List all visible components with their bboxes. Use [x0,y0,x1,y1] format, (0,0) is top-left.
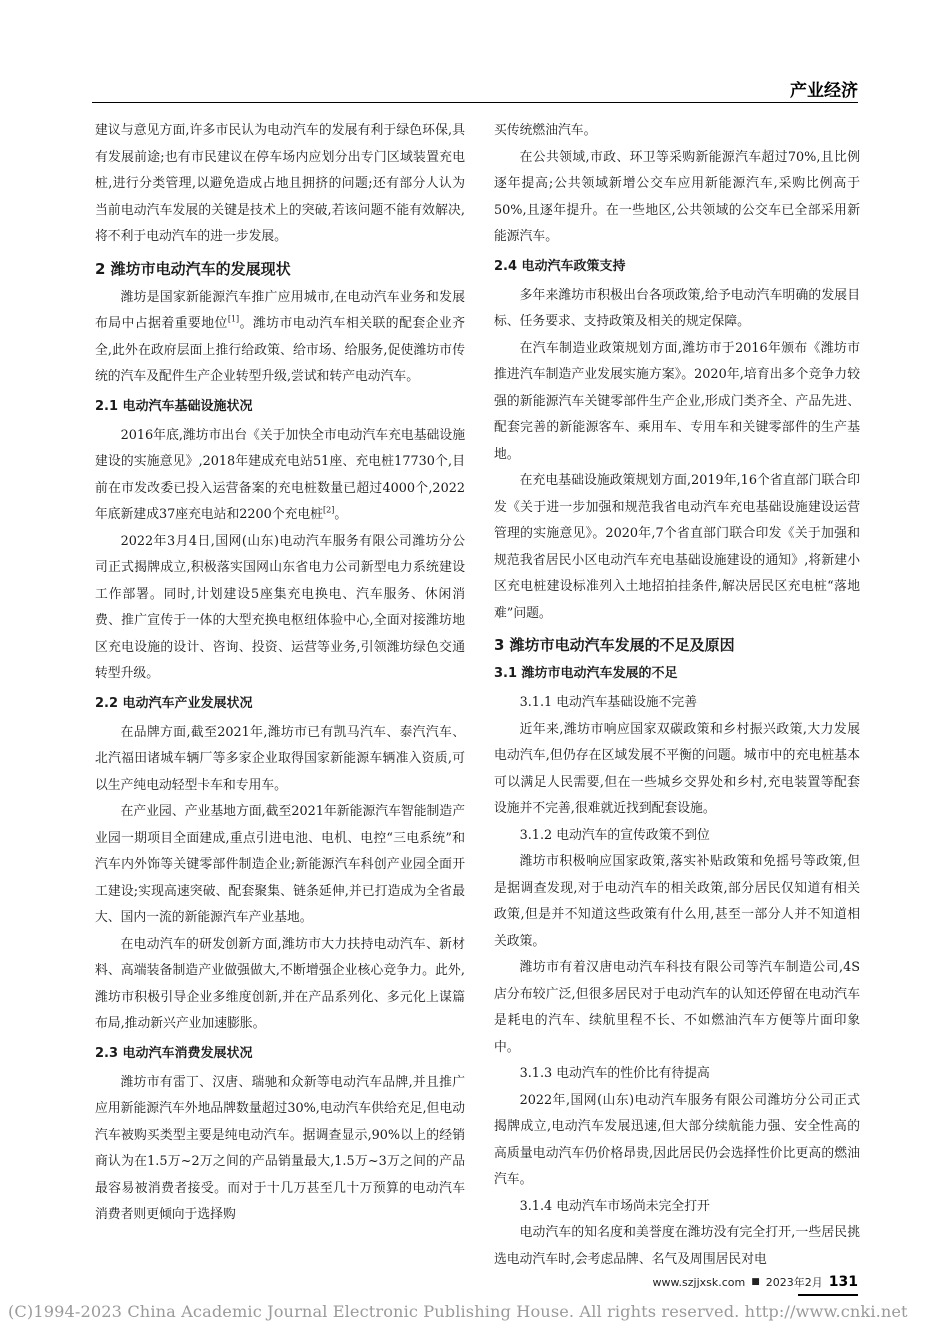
paragraph: 在公共领域,市政、环卫等采购新能源汽车超过70%,且比例逐年提高;公共领域新增公交车应用新能源汽车,采购比例高于50%,且逐年提升。在一些地区,公共领域的公交车已全部采用新能源汽车。 [494,149,860,244]
paragraph: 建议与意见方面,许多市民认为电动汽车的发展有利于绿色环保,具有发展前途;也有市民建议在停车场内应划分出专门区域装置充电桩,进行分类管理,以避免造成占地且拥挤的问题;还有部分人认为当前电动汽车发展的关键是技术上的突破,若该问题不能有效解决,将不利于电动汽车的进一步发展。 [95,123,465,244]
paragraph: 在产业园、产业基地方面,截至2021年新能源汽车智能制造产业园一期项目全面建成,重点引进电池、电机、电控“三电系统”和汽车内外饰等关键零部件制造企业;新能源汽车科创产业园全面开工建设;实现高速突破、配套聚集、链条延伸,并已打造成为全省最大、国内一流的新能源汽车产业基地。 [95,804,465,925]
subsection-heading: 2.3 电动汽车消费发展状况 [95,1045,253,1061]
left-column [95,118,465,1229]
paragraph: 2022年3月4日,国网(山东)电动汽车服务有限公司潍坊分公司正式揭牌成立,积极落实国网山东省电力公司新型电力系统建设工作部署。同时,计划建设5座集充电换电、汽车服务、休闲消费、推广宣传于一体的大型充换电枢纽体验中心,全面对接潍坊地区充电设施的设计、咨询、投资、运营等业务,引领潍坊绿色交通转型升级。 [95,533,465,681]
paragraph: 2022年,国网(山东)电动汽车服务有限公司潍坊分公司正式揭牌成立,电动汽车发展迅速,但大部分续航能力强、安全性高的高质量电动汽车仍价格昂贵,因此居民仍会选择性价比更高的燃油汽车。 [494,1092,860,1187]
footer-bar [798,1294,858,1296]
section-heading: 3 潍坊市电动汽车发展的不足及原因 [494,636,735,654]
paragraph: 潍坊是国家新能源汽车推广应用城市,在电动汽车业务和发展布局中占据着重要地位[1]。潍坊市电动汽车相关联的配套企业齐全,此外在政府层面上推行给政策、给市场、给服务,促使潍坊市传统的汽车及配件生产企业转型升级,尝试和转产电动汽车。 [95,289,466,384]
section-title: 产业经济 [790,81,858,101]
citation: [1] [227,314,240,324]
subsubsection-heading: 3.1.4 电动汽车市场尚未完全打开 [519,1198,710,1214]
subsection-heading: 2.2 电动汽车产业发展状况 [95,695,253,711]
paragraph: 在电动汽车的研发创新方面,潍坊市大力扶持电动汽车、新材料、高端装备制造产业做强做大,不断增强企业核心竞争力。此外,潍坊市积极引导企业多维度创新,并在产品系列化、多元化上谋篇布局,推动新兴产业加速膨胀。 [95,936,465,1031]
paragraph: 潍坊市积极响应国家政策,落实补贴政策和免摇号等政策,但是据调查发现,对于电动汽车的相关政策,部分居民仅知道有相关政策,但是并不知道这些政策有什么用,甚至一部分人并不知道相关政策。 [494,854,860,949]
subsection-heading: 2.1 电动汽车基础设施状况 [95,398,253,414]
page-footer [653,1274,858,1290]
paragraph: 近年来,潍坊市响应国家双碳政策和乡村振兴政策,大力发展电动汽车,但仍存在区域发展不平衡的问题。城市中的充电桩基本可以满足人民需要,但在一些城乡交界处和乡村,充电装置等配套设施并不完善,很难就近找到配套设施。 [494,721,860,816]
subsection-heading: 2.4 电动汽车政策支持 [494,258,626,274]
subsection-heading: 3.1 潍坊市电动汽车发展的不足 [494,666,678,681]
paragraph: 在品牌方面,截至2021年,潍坊市已有凯马汽车、泰汽汽车、北汽福田诸城车辆厂等多家企业取得国家新能源车辆准入资质,可以生产纯电动轻型卡车和专用车。 [95,724,465,793]
paragraph: 2016年底,潍坊市出台《关于加快全市电动汽车充电基础设施建设的实施意见》,2018年建成充电站51座、充电桩17730个,目前在市发改委已投入运营备案的充电桩数量已超过4000个,2022年底新建成37座充电站和2200个充电桩[2]。 [95,427,465,522]
square-separator-icon: ■ [751,1277,760,1287]
paragraph: 电动汽车的知名度和美誉度在潍坊没有完全打开,一些居民挑选电动汽车时,会考虑品牌、名气及周围居民对电 [494,1225,860,1267]
right-column [494,118,860,1273]
paragraph: 潍坊市有雷丁、汉唐、瑞驰和众新等电动汽车品牌,并且推广应用新能源汽车外地品牌数量超过30%,电动汽车供给充足,但电动汽车被购买类型主要是纯电动汽车。据调查显示,90%以上的经销商认为在1.5万~2万之间的产品销量最大,1.5万~3万之间的产品最容易被消费者接受。而对于十几万甚至几十万预算的电动汽车消费者则更倾向于选择购 [95,1074,465,1222]
subsubsection-heading: 3.1.3 电动汽车的性价比有待提高 [519,1066,710,1081]
subsubsection-heading: 3.1.2 电动汽车的宣传政策不到位 [519,827,710,843]
page-number: 131 [828,1274,858,1290]
header-divider [92,102,858,103]
issue-date: 2023年2月 [765,1276,823,1289]
citation: [2] [323,505,335,515]
paragraph: 潍坊市有着汉唐电动汽车科技有限公司等汽车制造公司,4S店分布较广泛,但很多居民对于电动汽车的认知还停留在电动汽车是耗电的汽车、续航里程不长、不如燃油汽车方便等片面印象中。 [494,960,860,1055]
paragraph: 多年来潍坊市积极出台各项政策,给予电动汽车明确的发展目标、任务要求、支持政策及相关的规定保障。 [494,287,860,329]
section-heading: 2 潍坊市电动汽车的发展现状 [95,259,291,278]
journal-website: www.szjjxsk.com [652,1275,746,1289]
paragraph: 买传统燃油汽车。 [494,123,597,138]
paragraph: 在汽车制造业政策规划方面,潍坊市于2016年颁布《潍坊市推进汽车制造产业发展实施方案》。2020年,培育出多个竞争力较强的新能源汽车关键零部件生产企业,形成门类齐全、产品先进、配套完善的新能源客车、乘用车、专用车和关键零部件的生产基地。 [494,340,860,462]
subsubsection-heading: 3.1.1 电动汽车基础设施不完善 [519,695,697,710]
copyright-watermark: (C)1994-2023 China Academic Journal Electronic Publishing House. All rights reserved. http://www.cnki.net [8,1302,908,1321]
paragraph: 在充电基础设施政策规划方面,2019年,16个省直部门联合印发《关于进一步加强和规范我省电动汽车充电基础设施建设运营管理的实施意见》。2020年,7个省直部门联合印发《关于加强和规范我省居民小区电动汽车充电基础设施建设的通知》,将新建小区充电桩建设标准列入土地招拍挂条件,解决居民区充电桩“落地难”问题。 [494,473,860,621]
